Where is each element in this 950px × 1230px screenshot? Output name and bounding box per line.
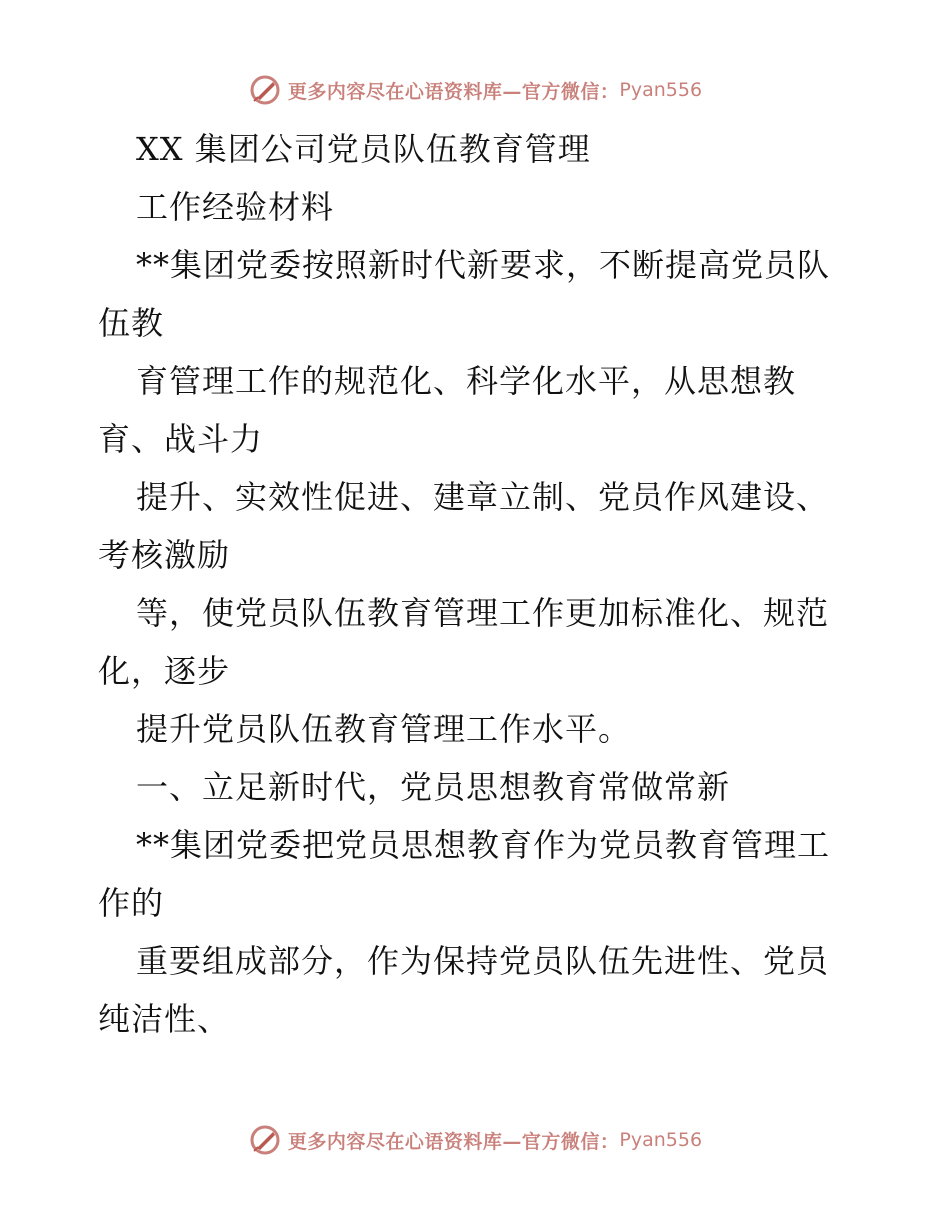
doc-line: 作的 xyxy=(98,884,165,922)
doc-line: **集团党委把党员思想教育作为党员教育管理工 xyxy=(136,826,831,864)
doc-line: 化，逐步 xyxy=(98,652,231,690)
watermark-wechat-id: Pyan556 xyxy=(619,1129,703,1151)
quill-logo-icon xyxy=(248,1123,282,1157)
doc-line: 伍教 xyxy=(98,304,165,342)
watermark-wechat-id: Pyan556 xyxy=(619,79,703,101)
doc-line: **集团党委按照新时代新要求，不断提高党员队 xyxy=(136,246,831,284)
doc-subtitle: 工作经验材料 xyxy=(136,188,335,226)
doc-line: 育、战斗力 xyxy=(98,420,264,458)
doc-line: 等，使党员队伍教育管理工作更加标准化、规范 xyxy=(136,594,830,632)
doc-line: 重要组成部分，作为保持党员队伍先进性、党员 xyxy=(136,942,830,980)
doc-line: 提升党员队伍教育管理工作水平。 xyxy=(136,710,632,748)
section-heading: 一、立足新时代，党员思想教育常做常新 xyxy=(136,768,731,806)
watermark-text: 更多内容尽在心语资料库—官方微信： xyxy=(287,80,620,103)
quill-logo-icon xyxy=(248,73,282,107)
doc-line: 考核激励 xyxy=(98,536,231,574)
doc-line: 纯洁性、 xyxy=(98,1000,231,1038)
watermark-header xyxy=(0,70,950,110)
doc-line: 育管理工作的规范化、科学化水平，从思想教 xyxy=(136,362,797,400)
watermark-footer xyxy=(0,1120,950,1160)
watermark-text: 更多内容尽在心语资料库—官方微信： xyxy=(287,1130,620,1153)
doc-title: XX 集团公司党员队伍教育管理 xyxy=(136,130,591,168)
doc-line: 提升、实效性促进、建章立制、党员作风建设、 xyxy=(136,478,830,516)
document-body xyxy=(98,120,868,1048)
